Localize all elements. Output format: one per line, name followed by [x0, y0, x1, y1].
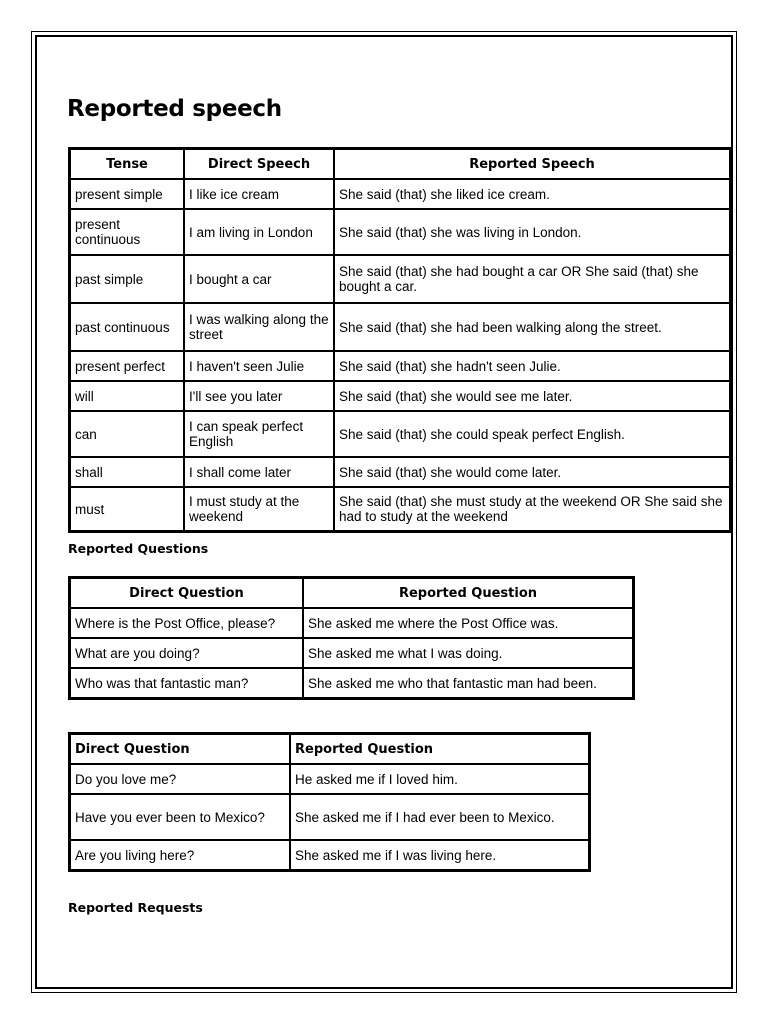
yes-no-questions-table — [68, 732, 591, 872]
reported-speech-cell: She said (that) she had bought a car OR She said (that) she bought a car. — [334, 255, 730, 303]
column-header: Tense — [70, 149, 184, 179]
tense-table — [68, 147, 732, 533]
direct-speech-cell: I bought a car — [184, 255, 334, 303]
reported-question-cell: She asked me what I was doing. — [303, 638, 633, 668]
column-header: Reported Question — [303, 578, 633, 608]
reported-speech-cell: She said (that) she must study at the weekend OR She said she had to study at the weekend — [334, 487, 730, 531]
column-header: Direct Question — [70, 734, 290, 764]
direct-question-cell: Are you living here? — [70, 840, 290, 870]
table-row — [70, 608, 633, 638]
table-row — [70, 255, 730, 303]
reported-questions-table — [68, 576, 635, 700]
table-row — [70, 303, 730, 351]
reported-question-cell: She asked me if I had ever been to Mexico. — [290, 794, 589, 840]
tense-cell: past simple — [70, 255, 184, 303]
column-header: Reported Question — [290, 734, 589, 764]
column-header: Direct Speech — [184, 149, 334, 179]
reported-question-cell: She asked me who that fantastic man had been. — [303, 668, 633, 698]
reported-speech-cell: She said (that) she liked ice cream. — [334, 179, 730, 209]
reported-speech-cell: She said (that) she would see me later. — [334, 381, 730, 411]
direct-question-cell: Have you ever been to Mexico? — [70, 794, 290, 840]
direct-speech-cell: I haven't seen Julie — [184, 351, 334, 381]
direct-speech-cell: I am living in London — [184, 209, 334, 255]
tense-cell: will — [70, 381, 184, 411]
table-header-row — [70, 149, 730, 179]
table-row — [70, 794, 589, 840]
reported-question-cell: She asked me if I was living here. — [290, 840, 589, 870]
table-row — [70, 411, 730, 457]
reported-speech-cell: She said (that) she was living in London. — [334, 209, 730, 255]
reported-question-cell: He asked me if I loved him. — [290, 764, 589, 794]
reported-speech-cell: She said (that) she had been walking along the street. — [334, 303, 730, 351]
page-title: Reported speech — [67, 96, 282, 122]
direct-question-cell: Who was that fantastic man? — [70, 668, 303, 698]
table-row — [70, 487, 730, 531]
direct-question-cell: Where is the Post Office, please? — [70, 608, 303, 638]
direct-speech-cell: I was walking along the street — [184, 303, 334, 351]
reported-speech-cell: She said (that) she could speak perfect English. — [334, 411, 730, 457]
table-row — [70, 209, 730, 255]
tense-cell: must — [70, 487, 184, 531]
tense-cell: present simple — [70, 179, 184, 209]
direct-speech-cell: I can speak perfect English — [184, 411, 334, 457]
table-header-row — [70, 734, 589, 764]
direct-question-cell: Do you love me? — [70, 764, 290, 794]
tense-cell: present continuous — [70, 209, 184, 255]
tense-cell: present perfect — [70, 351, 184, 381]
reported-question-cell: She asked me where the Post Office was. — [303, 608, 633, 638]
table-row — [70, 381, 730, 411]
tense-cell: shall — [70, 457, 184, 487]
tense-cell: past continuous — [70, 303, 184, 351]
table-row — [70, 457, 730, 487]
reported-questions-heading: Reported Questions — [68, 541, 209, 556]
direct-speech-cell: I'll see you later — [184, 381, 334, 411]
table-row — [70, 840, 589, 870]
table-row — [70, 764, 589, 794]
table-row — [70, 351, 730, 381]
direct-question-cell: What are you doing? — [70, 638, 303, 668]
direct-speech-cell: I must study at the weekend — [184, 487, 334, 531]
column-header: Direct Question — [70, 578, 303, 608]
table-row — [70, 179, 730, 209]
table-row — [70, 668, 633, 698]
direct-speech-cell: I shall come later — [184, 457, 334, 487]
table-row — [70, 638, 633, 668]
direct-speech-cell: I like ice cream — [184, 179, 334, 209]
reported-speech-cell: She said (that) she would come later. — [334, 457, 730, 487]
table-header-row — [70, 578, 633, 608]
reported-speech-cell: She said (that) she hadn't seen Julie. — [334, 351, 730, 381]
column-header: Reported Speech — [334, 149, 730, 179]
reported-requests-heading: Reported Requests — [68, 900, 203, 915]
tense-cell: can — [70, 411, 184, 457]
